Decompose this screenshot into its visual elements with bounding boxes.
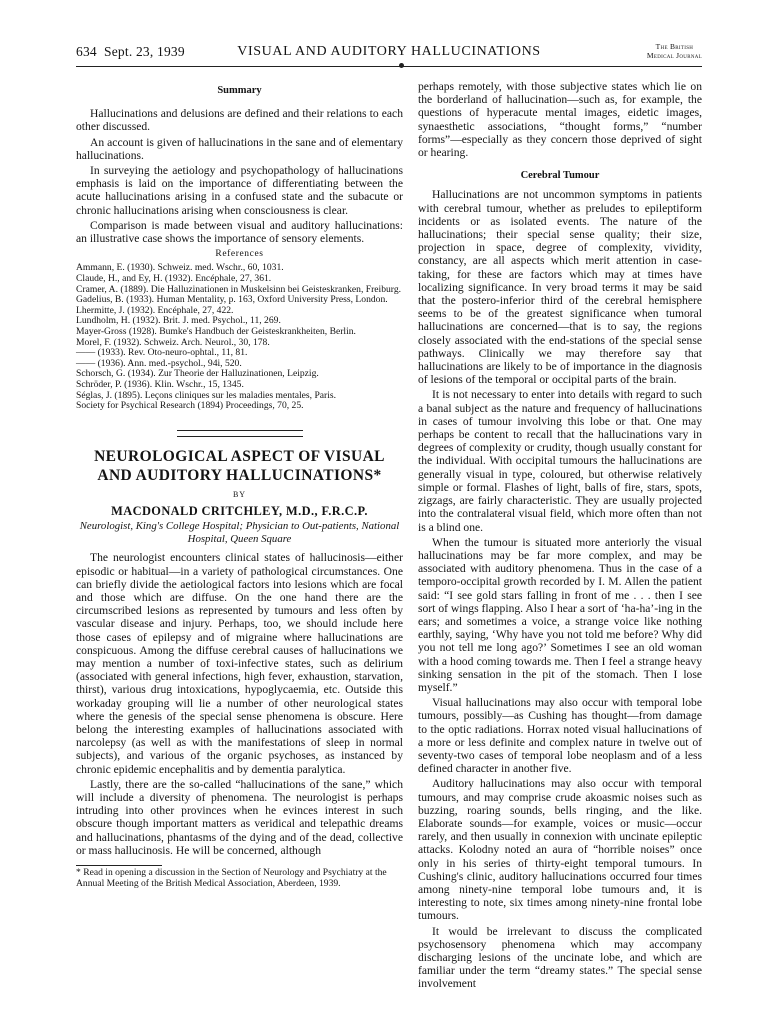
- reference-item: Schorsch, G. (1934). Zur Theorie der Halluzinationen, Leipzig.: [76, 368, 319, 380]
- body-paragraph: The neurologist encounters clinical states of hallucinosis—either episodic or habitual—in a variety of pathological circumstances. One can briefly divide the aetiological factors into lesions which are focal and those which are diffuse. On the one hand there are the circumscribed lesions as represented by tumours and less often by vascular disease and injury. Perhaps, too, we should include here those cases of epilepsy and of migraine where hallucinations are conspicuous. Among the diffuse cerebral causes of hallucinations we may mention a number of toxi-infective states, such as delirium (associated with general infections, high fever, exhaustion, starvation, thirst), various drug intoxications, hypoglycaemia, etc. Outside this workaday grouping will lie a number of other neurological states where the genesis of the special sense phenomena is obscure. Here belong the interesting examples of hallucinations associated with narcolepsy (as well as with the manifestations of sleep in normal subjects), and various of the organic psychoses, as instanced by chronic epidemic encephalitis and by dementia paralytica.: [76, 551, 403, 776]
- body-paragraph: Auditory hallucinations may also occur with temporal tumours, and may comprise crude akoasmic noises such as buzzing, roaring sounds, bells ringing, and the like. Elaborate sounds—for example, voices or music—occur rarely, and then usually in connexion with uncinate epileptic attacks. Kolodny noted an aura of “horrible noises” once only in his series of thirty-eight temporal tumours. In Cushing's clinic, auditory hallucinations occurred four times among ninety-nine temporal lobe tumours and, it is interesting to note, six times among ninety-nine frontal lobe tumours.: [418, 777, 702, 923]
- summary-paragraph: Hallucinations and delusions are defined and their relations to each other discussed.: [76, 107, 403, 134]
- summary-heading: Summary: [217, 85, 262, 96]
- body-paragraph: Visual hallucinations may also occur with temporal lobe tumours, possibly—as Cushing has thought—from damage to the optic radiations. Horrax noted visual hallucinations of a more or less definite and complex nature in twelve out of seventy-two cases of temporal lobe neoplasm and of a less defined character in another five.: [418, 696, 702, 776]
- left-column: [76, 76, 403, 889]
- summary-paragraph: In surveying the aetiology and psychopathology of hallucinations emphasis is laid on the importance of differentiating between the acute hallucinations arising in a confused state and the subacute or chronic hallucinations arising when consciousness is clear.: [76, 164, 403, 217]
- reference-item: Ammann, E. (1930). Schweiz. med. Wschr., 60, 1031.: [76, 262, 284, 274]
- reference-item: Schröder, P. (1936). Klin. Wschr., 15, 1345.: [76, 378, 244, 390]
- article-title: NEUROLOGICAL ASPECT OF VISUAL AND AUDITORY HALLUCINATIONS*: [94, 447, 385, 484]
- running-title: VISUAL AND AUDITORY HALLUCINATIONS: [237, 44, 541, 59]
- author-name: MACDONALD CRITCHLEY, M.D., F.R.C.P.: [111, 503, 368, 518]
- body-paragraph: When the tumour is situated more anteriorly the visual hallucinations may be far more complex, and may be associated with auditory phenomena. Thus in the case of a temporo-occipital growth recorded by I. M. Allen the patient said: “I see gold stars falling in front of me . . . then I see sort of wings flapping. Also I hear a sort of ‘ha-ha’-ing in the ears; and sometimes a voice, a strange voice like nothing earthly, saying, ‘Why have you not told me before? Why did you not tell me long ago?’ Sometimes I see an old woman with a hood coming towards me. Then I feel a strange heavy sinking sensation in the pit of the stomach. Then I lose myself.”: [418, 535, 702, 694]
- running-header: [76, 44, 702, 68]
- reference-item: Cramer, A. (1889). Die Halluzinationen in Muskelsinn bei Geisteskranken, Freiburg.: [76, 283, 402, 295]
- body-paragraph: Lastly, there are the so-called “hallucinations of the sane,” which will include a diversity of phenomena. The neurologist is perhaps intruding into other provinces when he evinces interest in such obscure though important matters as veridical and telepathic dreams and hallucinations, phantasms of the dying and of the dead, collective or mass hallucinosis. He will be concerned, although: [76, 777, 403, 857]
- reference-item: Mayer-Gross (1928). Bumke's Handbuch der Geisteskrankheiten, Berlin.: [76, 326, 356, 337]
- summary-paragraph: An account is given of hallucinations in the sane and of elementary hallucinations.: [76, 135, 403, 162]
- reference-item: Lhermitte, J. (1932). Encéphale, 27, 422.: [76, 304, 234, 316]
- body-paragraph: It would be irrelevant to discuss the complicated psychosensory phenomena which may accompany discharging lesions of the uncinate lobe, and which are familiar under the term “dreamy states.” The special sense involvement: [418, 924, 702, 991]
- footnote-rule: [76, 865, 162, 866]
- summary-paragraph: Comparison is made between visual and auditory hallucinations: an illustrative case shows the importance of sensory elements.: [76, 218, 403, 246]
- section-heading: Cerebral Tumour: [520, 170, 600, 182]
- body-paragraph: Hallucinations are not uncommon symptoms in patients with cerebral tumour, whether as preludes to epileptiform incidents or as isolated events. The nature of the hallucinations; their special sense quality; their size, projection in space, degree of complexity, vividity, constancy, are all aspects which merit attention in case-taking, for these are factors which may at times have localizing significance. In very broad terms it may be said that the postero-inferior third of the cerebral hemisphere seems to be of the greatest significance when tumoral hallucinations are concerned—that is to say, the regions closely associated with the end-stations of the special sense pathways. Clinically we may therefore say that hallucinations are likely to be of importance in the diagnosis of lesions of the temporal or occipital parts of the brain.: [418, 188, 702, 387]
- author-affiliation: Neurologist, King's College Hospital; Physician to Out-patients, National Hospital, Queen Square: [79, 520, 400, 545]
- reference-item: Séglas, J. (1895). Leçons cliniques sur les maladies mentales, Paris.: [76, 389, 337, 401]
- body-paragraph: It is not necessary to enter into details with regard to such a banal subject as the nature and frequency of hallucinations in cases of tumour involving this lobe or that. One may perhaps be content to recall that the hallucinations vary in degrees of complexity or crudity, though usually constant for the individual. With occipital tumours the hallucinations are generally visual in type, coloured, but otherwise relatively simple or formal. Flashes of light, balls of fire, stars, spots, zigzags, are fairly characteristic. They are usually projected into the contralateral visual field, which more often than not is a blind one.: [418, 388, 702, 534]
- center-dot-mark: [399, 63, 404, 68]
- reference-item: Morel, F. (1932). Schweiz. Arch. Neurol., 30, 178.: [76, 336, 270, 348]
- journal-name: The British Medical Journal: [646, 42, 702, 60]
- reference-item: Claude, H., and Ey, H. (1932). Encéphale, 27, 361.: [76, 273, 272, 285]
- reference-item: Lundholm, H. (1932). Brit. J. med. Psychol., 11, 269.: [76, 315, 281, 327]
- right-column: [418, 80, 702, 991]
- reference-item: Society for Psychical Research (1894) Proceedings, 70, 25.: [76, 400, 304, 412]
- references-heading: References: [215, 249, 264, 260]
- reference-item: Gadelius, B. (1933). Human Mentality, p. 163, Oxford University Press, London.: [76, 294, 388, 306]
- reference-item: —— (1933). Rev. Oto-neuro-ophtal., 11, 81.: [76, 347, 248, 359]
- header-rule: [76, 66, 702, 67]
- page-number-and-date: 634 Sept. 23, 1939: [76, 44, 185, 59]
- reference-list: [76, 263, 403, 411]
- reference-item: —— (1936). Ann. med.-psychol., 94i, 520.: [76, 357, 242, 369]
- footnote: * Read in opening a discussion in the Section of Neurology and Psychiatry at the Annual Meeting of the British Medical Association, Aberdeen, 1939.: [76, 867, 387, 889]
- body-paragraph-continued: perhaps remotely, with those subjective states which lie on the borderland of hallucination—such as, for example, the questions of hyperacute mental images, eidetic images, synaesthetic associations, “thought forms,” “number forms”—especially as they concern those deprived of sight or hearing.: [418, 80, 702, 160]
- section-divider: [177, 430, 303, 437]
- byline-label: BY: [232, 489, 247, 499]
